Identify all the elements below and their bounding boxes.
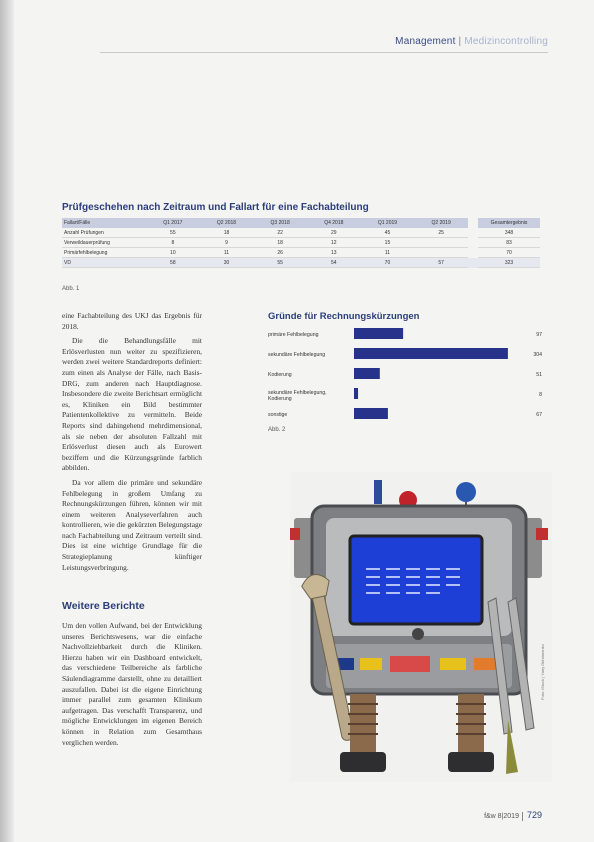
table-caption: Abb. 1 bbox=[62, 286, 80, 292]
table-cell: Verweildauerprüfung bbox=[62, 238, 146, 248]
table-cell: 25 bbox=[414, 228, 468, 238]
table-cell: 9 bbox=[200, 238, 254, 248]
table-row bbox=[62, 228, 540, 238]
body-paragraph: Um den vollen Aufwand, bei der Entwicklung unseres Berichtswesens, war die einfache Nachvollziehbarkeit durch die Kliniken. Hierzu haben wir ein Dashboard entwickelt, das verschiedene Teilbereiche als farbliche Säulendiagramme darstellt, ohne zu detailliert auszufallen. Dabei ist die eigene Einrichtung immer parallel zum gesamten Klinikum aufgetragen. Das verschafft Transparenz, und mögliche Entwicklungen im eigenen Bereich können in Relation zum Gesamthaus verglichen werden. bbox=[62, 621, 202, 747]
table-cell: 11 bbox=[200, 248, 254, 258]
table-gap bbox=[468, 218, 478, 228]
table-cell: 70 bbox=[361, 258, 415, 268]
article-body-continued bbox=[62, 621, 202, 748]
reasons-bar-chart bbox=[268, 326, 546, 424]
table-cell: 10 bbox=[146, 248, 200, 258]
table-header-cell: Fallart/Fälle bbox=[62, 218, 146, 228]
body-paragraph: Da vor allem die primäre und sekundäre Fehlbelegung in großem Umfang zu Rechnungskürzungen führen, können wir mit einem weiteren Analyseverfahren auch kontrollieren, wie die gekürzten Belegungstage nach Fachabteilung und Zeitraum verteilt sind. Dies ist eine wichtige Grundlage für die Strategieplanung künftiger Leistungsverbringung. bbox=[62, 477, 202, 572]
table-gap bbox=[468, 238, 478, 248]
table-cell: 18 bbox=[253, 238, 307, 248]
chart-value-label: 51 bbox=[536, 372, 542, 378]
table-cell: 11 bbox=[361, 248, 415, 258]
article-body bbox=[62, 311, 202, 577]
table-cell: VD bbox=[62, 258, 146, 268]
capacitor-blue bbox=[374, 480, 382, 504]
chart-bar bbox=[354, 348, 508, 359]
header-subsection: Medizincontrolling bbox=[464, 36, 548, 47]
page-footer bbox=[484, 810, 542, 821]
chart-bar bbox=[354, 408, 388, 419]
body-paragraph: Die die Behandlungsfälle mit Erlösverlusten nun weiter zu spezifizieren, werden zwei weitere Standardreports definiert: zum einen als Analyse der Fälle, nach Basis-DRG, zum anderen nach Hauptdiagnose. Insbesondere die zweite Berichtsart ermöglicht es, Kliniken ein Bild bestimmter Patientenkollektive zu vermitteln. Beide Reports sind dahingehend mehrdimensional, als sie neben der absoluten Fallzahl mit Erlösverlust diesen auch als Eurowert beziffern und die Kürzungsgründe farblich abbilden. bbox=[62, 336, 202, 473]
photo-credit: Foto: iStock | Yuriy Okhrimenko bbox=[540, 644, 545, 700]
robot-illustration bbox=[290, 472, 552, 782]
table-cell: 18 bbox=[200, 228, 254, 238]
table-cell: Primärfehlbelegung bbox=[62, 248, 146, 258]
table-header-cell: Gesamtergebnis bbox=[478, 218, 540, 228]
table-row bbox=[62, 248, 540, 258]
table-cell: 55 bbox=[253, 258, 307, 268]
blue-knob bbox=[456, 482, 476, 502]
header-section: Management bbox=[395, 36, 456, 47]
chart-title: Gründe für Rechnungskürzungen bbox=[268, 311, 420, 322]
table-cell: Anzahl Prüfungen bbox=[62, 228, 146, 238]
table-cell: 323 bbox=[478, 258, 540, 268]
table-header-cell: Q2 2019 bbox=[414, 218, 468, 228]
table-gap bbox=[468, 228, 478, 238]
table-cell: 57 bbox=[414, 258, 468, 268]
table-cell: 26 bbox=[253, 248, 307, 258]
table-title: Prüfgeschehen nach Zeitraum und Fallart für eine Fachabteilung bbox=[62, 202, 369, 213]
table-cell: 13 bbox=[307, 248, 361, 258]
chart-value-label: 8 bbox=[539, 392, 542, 398]
table-cell: 83 bbox=[478, 238, 540, 248]
table-header-cell: Q1 2019 bbox=[361, 218, 415, 228]
table-header-cell: Q3 2018 bbox=[253, 218, 307, 228]
table-cell: 29 bbox=[307, 228, 361, 238]
table-cell: 12 bbox=[307, 238, 361, 248]
robot-screen bbox=[350, 536, 482, 624]
table-cell: 45 bbox=[361, 228, 415, 238]
chart-bar bbox=[354, 368, 380, 379]
chart-category-label: primäre Fehlbelegung bbox=[268, 332, 319, 338]
table-gap bbox=[468, 258, 478, 268]
chart-value-label: 97 bbox=[536, 332, 542, 338]
table-row bbox=[62, 238, 540, 248]
table-cell bbox=[414, 248, 468, 258]
table-cell: 54 bbox=[307, 258, 361, 268]
table-cell: 348 bbox=[478, 228, 540, 238]
page-spine-shadow bbox=[0, 0, 14, 842]
table-header-cell: Q1 2017 bbox=[146, 218, 200, 228]
body-paragraph: eine Fachabteilung des UKJ das Ergebnis für 2018. bbox=[62, 311, 202, 331]
chart-category-label: sekundäre Fehlbelegung, Kodierung bbox=[268, 390, 327, 402]
table-header-row bbox=[62, 218, 540, 228]
chart-value-label: 67 bbox=[536, 412, 542, 418]
table-cell: 58 bbox=[146, 258, 200, 268]
table-row bbox=[62, 258, 540, 268]
magazine-issue: f&w 8|2019 bbox=[484, 813, 519, 820]
chart-category-label: Kodierung bbox=[268, 372, 292, 378]
table-cell: 70 bbox=[478, 248, 540, 258]
running-header bbox=[395, 36, 548, 47]
chart-category-label: sonstige bbox=[268, 412, 288, 418]
table-header-cell: Q2 2018 bbox=[200, 218, 254, 228]
table-cell: 22 bbox=[253, 228, 307, 238]
table-cell: 30 bbox=[200, 258, 254, 268]
review-table bbox=[62, 218, 540, 268]
chart-bar bbox=[354, 328, 403, 339]
footer-separator bbox=[522, 812, 523, 821]
table-cell bbox=[414, 238, 468, 248]
table-cell: 15 bbox=[361, 238, 415, 248]
table-cell: 8 bbox=[146, 238, 200, 248]
header-separator: | bbox=[458, 36, 462, 47]
chart-caption: Abb. 2 bbox=[268, 427, 286, 433]
page-number: 729 bbox=[526, 810, 542, 820]
table-cell: 55 bbox=[146, 228, 200, 238]
table-header-cell: Q4 2018 bbox=[307, 218, 361, 228]
table-gap bbox=[468, 248, 478, 258]
chart-category-label: sekundäre Fehlbelegung bbox=[268, 352, 326, 358]
chart-value-label: 304 bbox=[533, 352, 542, 358]
section-heading: Weitere Berichte bbox=[62, 600, 145, 612]
header-rule bbox=[100, 52, 548, 53]
chart-bar bbox=[354, 388, 358, 399]
